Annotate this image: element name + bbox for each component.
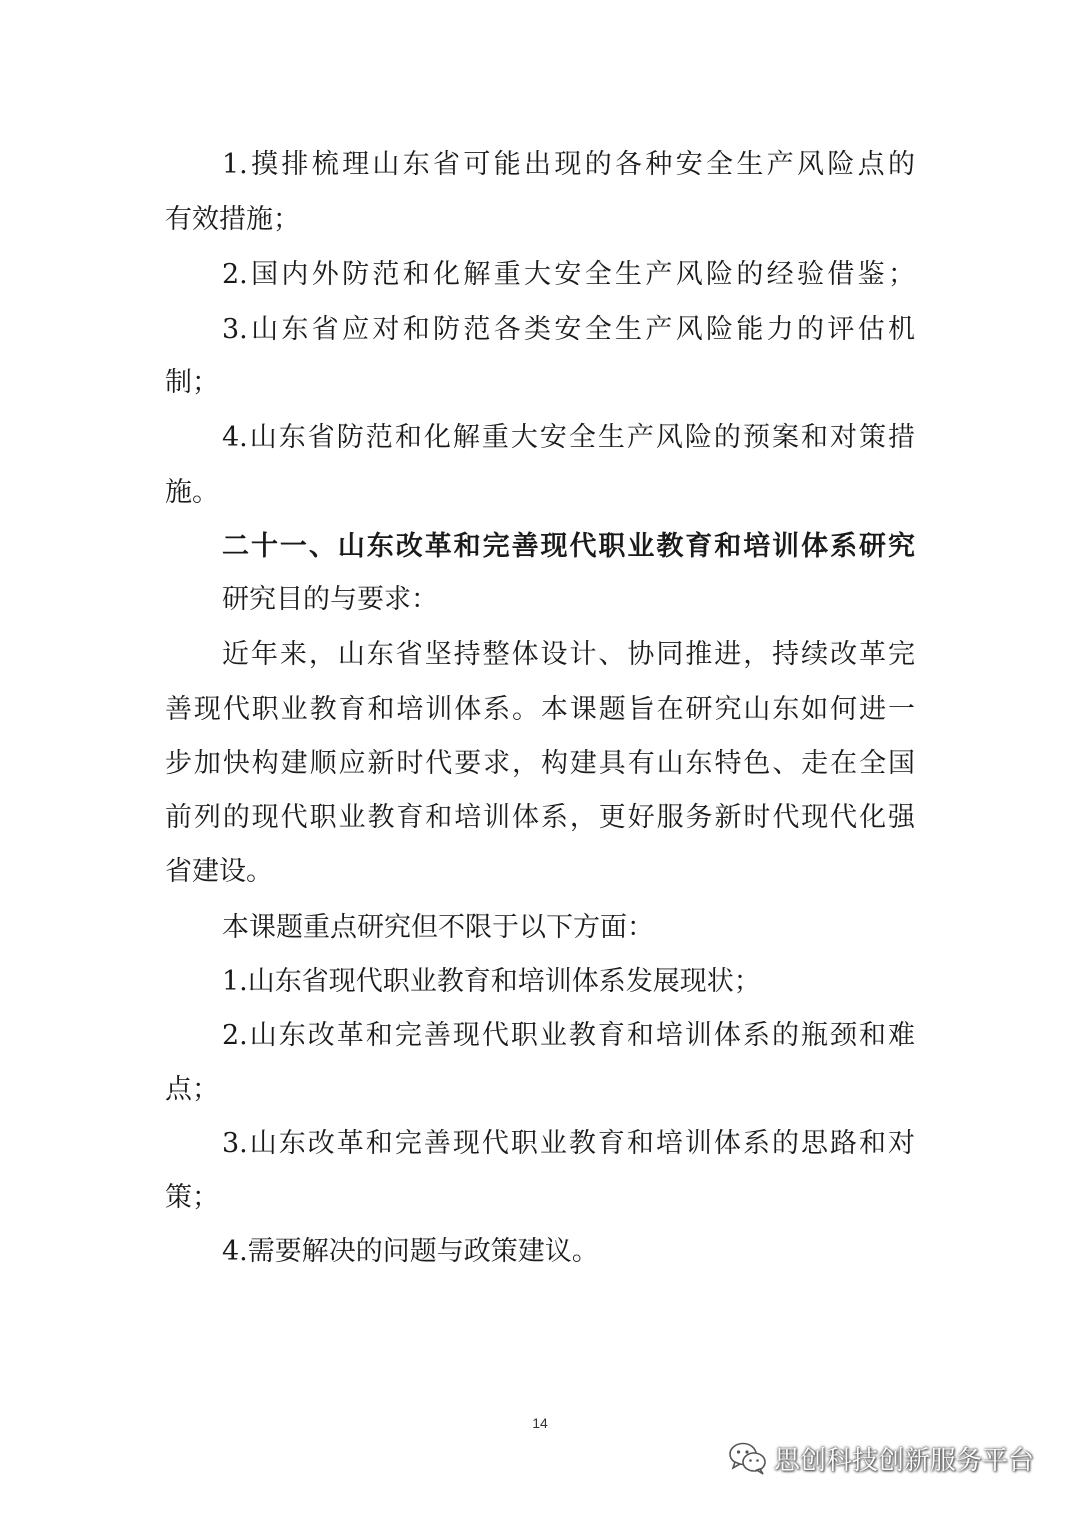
list-item-1-line-1: 1.摸排梳理山东省可能出现的各种安全生产风险点的 bbox=[222, 149, 915, 180]
list-item-1-line-2: 有效措施； bbox=[165, 204, 300, 235]
paragraph-line-3: 步加快构建顺应新时代要求，构建具有山东特色、走在全国 bbox=[165, 748, 915, 779]
list-item-4-line-1: 4.山东省防范和化解重大安全生产风险的预案和对策措 bbox=[222, 422, 915, 453]
watermark-text: 思创科技创新服务平台 bbox=[774, 1445, 1035, 1476]
focus-item-3-line-2: 策； bbox=[165, 1182, 219, 1213]
watermark bbox=[728, 1438, 1034, 1478]
list-item-2: 2.国内外防范和化解重大安全生产风险的经验借鉴； bbox=[222, 259, 915, 290]
focus-item-2-line-2: 点； bbox=[165, 1074, 219, 1105]
list-item-3-line-1: 3.山东省应对和防范各类安全生产风险能力的评估机 bbox=[222, 314, 915, 345]
focus-item-1: 1.山东省现代职业教育和培训体系发展现状； bbox=[222, 966, 761, 997]
list-item-4-line-2: 施。 bbox=[165, 477, 219, 508]
focus-item-4: 4.需要解决的问题与政策建议。 bbox=[222, 1236, 599, 1267]
page-number: 14 bbox=[532, 1415, 548, 1431]
section-heading: 二十一、山东改革和完善现代职业教育和培训体系研究 bbox=[222, 531, 915, 562]
focus-item-2-line-1: 2.山东改革和完善现代职业教育和培训体系的瓶颈和难 bbox=[222, 1020, 915, 1051]
wechat-icon bbox=[728, 1441, 768, 1475]
list-item-3-line-2: 制； bbox=[165, 367, 219, 398]
focus-item-3-line-1: 3.山东改革和完善现代职业教育和培训体系的思路和对 bbox=[222, 1128, 915, 1159]
paragraph-line-2: 善现代职业教育和培训体系。本课题旨在研究山东如何进一 bbox=[165, 694, 915, 725]
paragraph-line-5: 省建设。 bbox=[165, 856, 273, 887]
paragraph-line-4: 前列的现代职业教育和培训体系，更好服务新时代现代化强 bbox=[165, 802, 915, 833]
subheading-purpose: 研究目的与要求： bbox=[222, 584, 438, 615]
focus-intro: 本课题重点研究但不限于以下方面： bbox=[222, 912, 654, 943]
paragraph-line-1: 近年来，山东省坚持整体设计、协同推进，持续改革完 bbox=[222, 639, 915, 670]
